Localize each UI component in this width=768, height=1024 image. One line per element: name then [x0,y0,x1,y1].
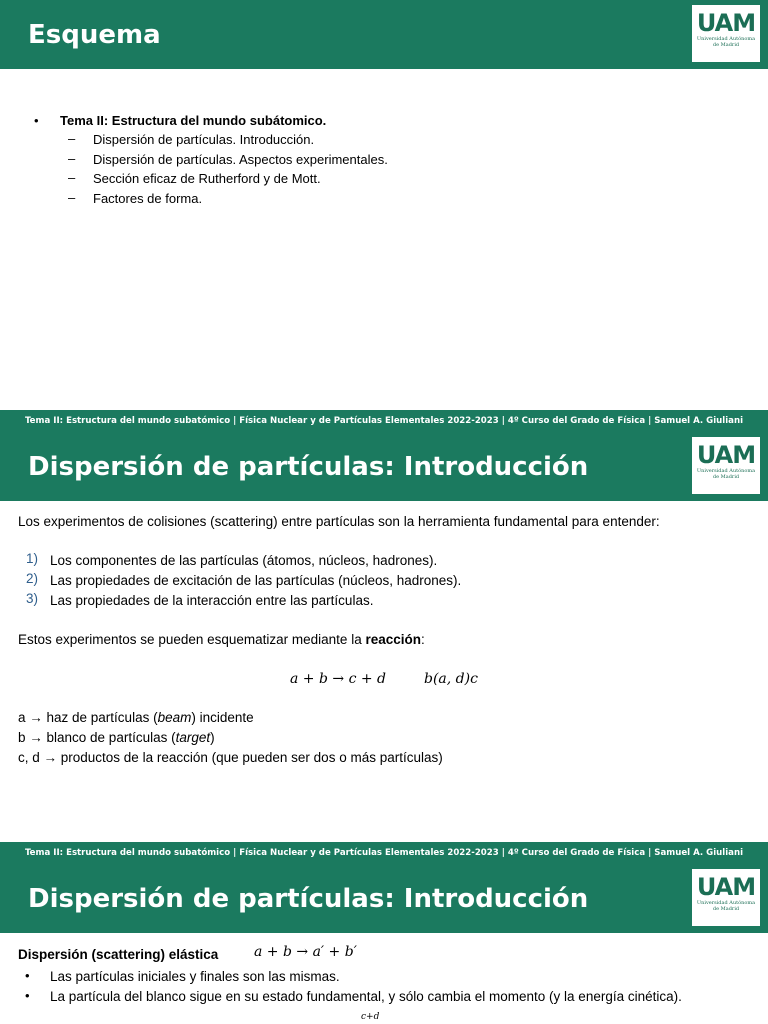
slide3-heading: Dispersión (scattering) elástica [18,947,219,962]
uam-logo [692,869,760,926]
def-b-end: ) [210,730,215,745]
def-a-end: ) incidente [191,710,254,725]
slide3-title: Dispersión de partículas: Introducción [28,883,589,914]
uam-logo-mark: UAM [696,873,756,901]
dash-icon: – [68,170,76,185]
list-item: Las propiedades de la interacción entre las partículas. [50,593,374,608]
list-item: Las propiedades de excitación de las partículas (núcleos, hadrones). [50,573,462,588]
uam-logo [692,437,760,494]
reaction-equation: a + b → c + d [290,671,387,687]
slide1-item: Sección eficaz de Rutherford y de Mott. [93,171,321,186]
slide1-title: Esquema [28,19,161,50]
def-cd: c, d → productos de la reacción (que pueden ser dos o más partículas) [18,750,443,765]
slide2-header [0,432,768,501]
uam-logo-sub2: de Madrid [712,474,740,480]
reaction-notation: b(a, d)c [424,671,478,687]
def-b-em: target [175,730,211,745]
slide1-item: Factores de forma. [93,191,203,206]
slide2-intro: Los experimentos de colisiones (scattering) entre partículas son la herramienta fundamental para entender: [18,514,660,529]
elastic-equation: a + b → a′ + b′ [254,944,357,960]
def-a-text: a → haz de partículas ( [18,710,158,725]
uam-logo-mark: UAM [696,9,756,37]
slide1-item: Dispersión de partículas. Aspectos experimentales. [93,152,388,167]
bullet-icon: • [25,988,30,1003]
slide1-header [0,0,768,69]
slide1-topic: Tema II: Estructura del mundo subátomico. [60,113,327,128]
uam-logo-sub2: de Madrid [712,906,740,912]
dash-icon: – [68,131,76,146]
reaction-keyword: reacción [365,632,421,647]
bullet-icon: • [25,968,30,983]
list-item: Los componentes de las partículas (átomos, núcleos, hadrones). [50,553,438,568]
dash-icon: – [68,190,76,205]
uam-logo-sub1: Universidad Autónoma [696,900,756,906]
uam-logo-sub1: Universidad Autónoma [696,36,756,42]
reaction-line [18,630,425,650]
slide2-footer: Tema II: Estructura del mundo subatómico | Física Nuclear y de Partículas Elementales 2022-2023 | 4º Curso del Grado de Física | Samuel A. Giuliani [0,842,768,864]
reaction-text: Estos experimentos se pueden esquematizar mediante la [18,632,366,647]
dash-icon: – [68,151,76,166]
list-number: 1) [26,551,39,566]
uam-logo-sub2: de Madrid [712,42,740,48]
list-number: 2) [26,571,39,586]
def-a [18,708,254,728]
slide3-bullet: La partícula del blanco sigue en su estado fundamental, y sólo cambia el momento (y la energía cinética). [50,989,682,1004]
list-number: 3) [26,591,39,606]
uam-logo-mark: UAM [696,441,756,469]
cut-math: c+d [361,1012,380,1022]
slide1-footer: Tema II: Estructura del mundo subatómico | Física Nuclear y de Partículas Elementales 2022-2023 | 4º Curso del Grado de Física | Samuel A. Giuliani [0,410,768,432]
uam-logo [692,5,760,62]
def-a-em: beam [157,710,192,725]
uam-logo-sub1: Universidad Autónoma [696,468,756,474]
slide3-bullet: Las partículas iniciales y finales son las mismas. [50,969,340,984]
reaction-colon: : [420,632,425,647]
slide3-header [0,864,768,933]
slide1-item: Dispersión de partículas. Introducción. [93,132,315,147]
slide2-title: Dispersión de partículas: Introducción [28,451,589,482]
def-b-text: b → blanco de partículas ( [18,730,176,745]
def-b [18,728,215,748]
bullet-icon: • [34,113,39,128]
